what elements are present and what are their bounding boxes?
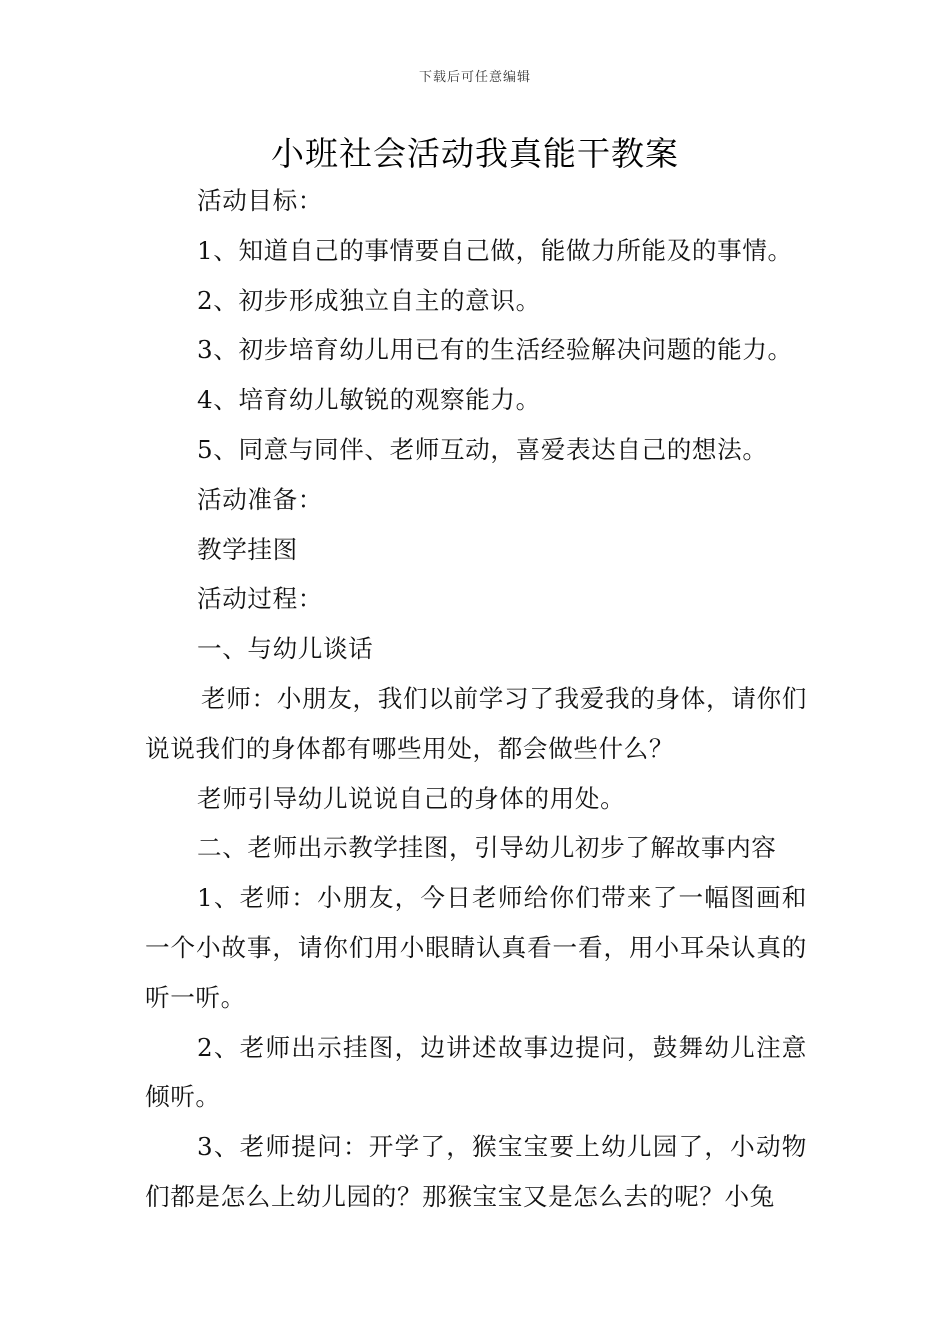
paragraph-process-heading: 活动过程： [197,584,323,614]
paragraph-teacher-question: 老师：小朋友，我们以前学习了我爱我的身体，请你们说说我们的身体都有哪些用处，都会做些什么？ [145,683,807,763]
paragraph-teacher-guide: 老师引导幼儿说说自己的身体的用处。 [197,783,626,813]
paragraph-goal-2: 2、初步形成独立自主的意识。 [197,285,541,315]
paragraph-step-2-item-3: 3、老师提问：开学了，猴宝宝要上幼儿园了，小动物们都是怎么上幼儿园的？那猴宝宝又是怎么去的呢？小兔 [145,1132,807,1211]
paragraph-step-2-heading: 二、老师出示教学挂图，引导幼儿初步了解故事内容 [197,833,777,863]
paragraph-step-2-item-2: 2、老师出示挂图，边讲述故事边提问，鼓舞幼儿注意倾听。 [145,1032,807,1112]
paragraph-preparation-item: 教学挂图 [197,534,298,564]
paragraph-goals-heading: 活动目标： [197,186,323,215]
document-title: 小班社会活动我真能干教案 [271,134,679,173]
paragraph-goal-3: 3、初步培育幼儿用已有的生活经验解决问题的能力。 [197,335,793,365]
document-body [145,176,807,1222]
paragraph-goal-5: 5、同意与同伴、老师互动，喜爱表达自己的想法。 [197,434,768,464]
paragraph-goal-4: 4、培育幼儿敏锐的观察能力。 [197,385,541,415]
paragraph-goal-1: 1、知道自己的事情要自己做，能做力所能及的事情。 [197,235,793,265]
paragraph-step-1-heading: 一、与幼儿谈话 [197,634,374,664]
paragraph-step-2-item-1: 1、老师：小朋友，今日老师给你们带来了一幅图画和一个小故事，请你们用小眼睛认真看一看，用小耳朵认真的听一听。 [145,883,807,1012]
page-header-note: 下载后可任意编辑 [418,70,531,85]
paragraph-preparation-heading: 活动准备： [197,484,323,514]
